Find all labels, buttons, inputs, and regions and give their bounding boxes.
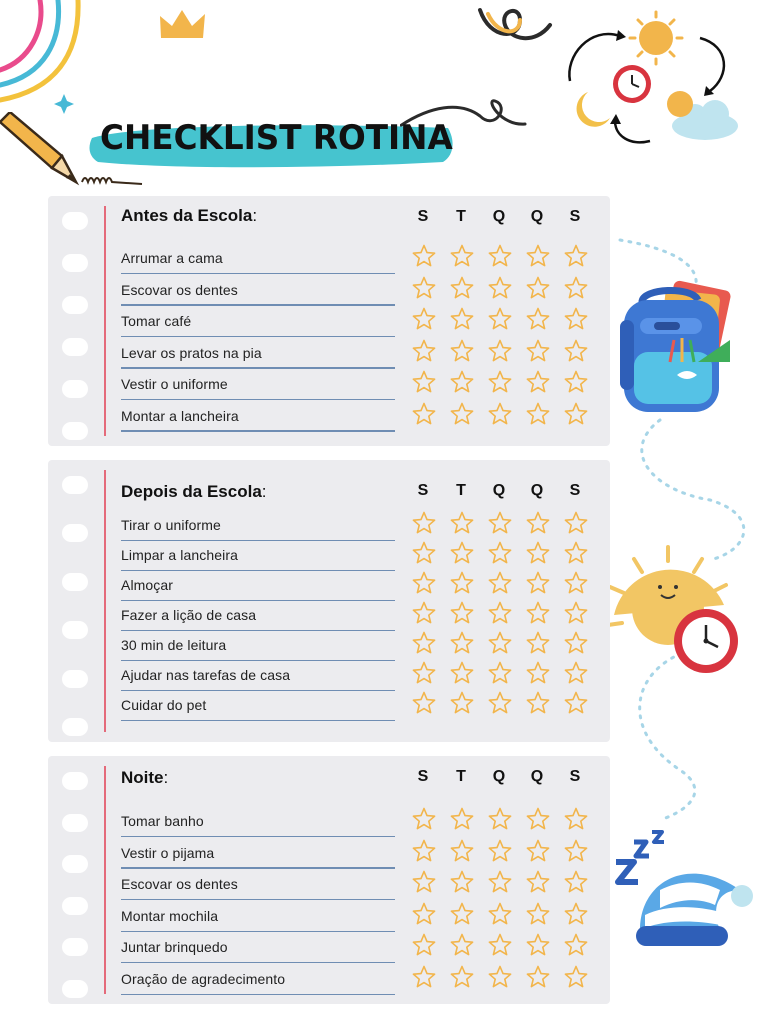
star-icon[interactable] — [487, 570, 513, 596]
checklist-row — [121, 932, 603, 963]
sparkle-icon — [54, 94, 74, 114]
star-icon[interactable] — [563, 570, 589, 596]
star-icon[interactable] — [411, 243, 437, 269]
task-label: Ajudar nas tarefas de casa — [121, 667, 291, 683]
checklist-row — [121, 838, 603, 869]
star-icon[interactable] — [487, 838, 513, 864]
star-icon[interactable] — [449, 275, 475, 301]
star-icon[interactable] — [449, 630, 475, 656]
checklist-row — [121, 600, 603, 631]
section-title-text: Depois da Escola — [121, 482, 262, 501]
star-icon[interactable] — [411, 838, 437, 864]
task-label: Vestir o pijama — [121, 844, 215, 861]
star-icon[interactable] — [563, 600, 589, 626]
checklist-row — [121, 540, 603, 571]
notebook-hole — [62, 980, 88, 998]
writing-line — [121, 430, 395, 431]
star-icon[interactable] — [525, 401, 551, 427]
task-label: Tomar café — [121, 313, 192, 329]
weekday-label: T — [456, 482, 466, 499]
star-icon[interactable] — [525, 901, 551, 927]
task-label: Almoçar — [121, 577, 174, 593]
clock-icon — [674, 609, 738, 673]
section-title-text: Antes da Escola — [121, 206, 253, 225]
star-icon[interactable] — [525, 806, 551, 832]
notebook-hole — [62, 476, 88, 494]
star-icon[interactable] — [563, 401, 589, 427]
checklist-row — [121, 690, 603, 721]
star-icon[interactable] — [411, 369, 437, 395]
star-icon[interactable] — [449, 369, 475, 395]
star-icon[interactable] — [525, 275, 551, 301]
scribble-icon — [470, 0, 560, 46]
weekday-label: Q — [530, 482, 544, 499]
section-title-colon: : — [252, 206, 258, 225]
star-icon[interactable] — [487, 338, 513, 364]
star-icon[interactable] — [487, 690, 513, 716]
star-icon[interactable] — [411, 401, 437, 427]
star-icon[interactable] — [563, 306, 589, 332]
notebook-hole — [62, 718, 88, 736]
task-label: Limpar a lancheira — [121, 547, 238, 563]
star-icon[interactable] — [525, 338, 551, 364]
star-icon[interactable] — [449, 964, 475, 990]
star-icon[interactable] — [487, 630, 513, 656]
star-icon[interactable] — [449, 600, 475, 626]
section-title-colon: : — [163, 768, 169, 787]
star-icon[interactable] — [449, 806, 475, 832]
star-icon[interactable] — [487, 243, 513, 269]
star-icon[interactable] — [525, 690, 551, 716]
star-icon[interactable] — [563, 869, 589, 895]
star-icon[interactable] — [487, 806, 513, 832]
notebook-holes — [58, 756, 88, 1004]
task-label: Arrumar a cama — [121, 250, 223, 266]
section-title — [121, 206, 257, 226]
star-icon[interactable] — [411, 806, 437, 832]
star-icon[interactable] — [525, 600, 551, 626]
star-icon[interactable] — [525, 243, 551, 269]
weekday-label: S — [417, 208, 429, 225]
checklist-row — [121, 660, 603, 691]
star-icon[interactable] — [449, 570, 475, 596]
star-icon[interactable] — [449, 690, 475, 716]
notebook-hole — [62, 254, 88, 272]
clock-icon — [613, 65, 651, 103]
checklist-row — [121, 570, 603, 601]
sun-clock-illustration — [606, 545, 756, 675]
star-icon[interactable] — [449, 901, 475, 927]
star-icon[interactable] — [525, 510, 551, 536]
moon-icon — [577, 92, 610, 127]
notebook-hole — [62, 296, 88, 314]
checklist-row — [121, 338, 603, 369]
star-icon[interactable] — [525, 932, 551, 958]
star-icon[interactable] — [411, 932, 437, 958]
star-icon[interactable] — [449, 243, 475, 269]
star-icon[interactable] — [563, 243, 589, 269]
sleep-cap-icon — [630, 850, 760, 950]
star-icon[interactable] — [563, 510, 589, 536]
star-icon[interactable] — [449, 838, 475, 864]
star-icon[interactable] — [563, 338, 589, 364]
star-icon[interactable] — [487, 901, 513, 927]
task-label: 30 min de leitura — [121, 637, 227, 653]
checklist-row — [121, 806, 603, 837]
section-title-text: Noite — [121, 768, 164, 787]
star-icon[interactable] — [411, 901, 437, 927]
star-icon[interactable] — [411, 570, 437, 596]
star-icon[interactable] — [525, 630, 551, 656]
star-icon[interactable] — [563, 275, 589, 301]
weekday-label: S — [569, 208, 581, 225]
star-icon[interactable] — [487, 369, 513, 395]
star-icon[interactable] — [525, 369, 551, 395]
star-icon[interactable] — [449, 338, 475, 364]
checklist-row — [121, 401, 603, 432]
section-title — [121, 768, 168, 788]
star-icon[interactable] — [487, 964, 513, 990]
notebook-hole — [62, 524, 88, 542]
weekday-label: Q — [530, 768, 544, 785]
checklist-row — [121, 243, 603, 274]
star-icon[interactable] — [411, 306, 437, 332]
weekday-header — [408, 208, 598, 230]
star-icon[interactable] — [449, 869, 475, 895]
star-icon[interactable] — [449, 540, 475, 566]
star-icon[interactable] — [563, 964, 589, 990]
weekday-label: S — [569, 482, 581, 499]
star-icon[interactable] — [487, 401, 513, 427]
margin-line — [104, 206, 106, 436]
task-label: Cuidar do pet — [121, 697, 207, 713]
margin-line — [104, 470, 106, 732]
star-icon[interactable] — [563, 540, 589, 566]
notebook-hole — [62, 621, 88, 639]
star-icon[interactable] — [563, 369, 589, 395]
star-icon[interactable] — [487, 869, 513, 895]
star-icon[interactable] — [563, 838, 589, 864]
star-icon[interactable] — [563, 660, 589, 686]
task-label: Vestir o uniforme — [121, 376, 228, 392]
star-icon[interactable] — [563, 690, 589, 716]
star-icon[interactable] — [487, 600, 513, 626]
star-icon[interactable] — [525, 540, 551, 566]
star-icon[interactable] — [487, 660, 513, 686]
checklist-card-2 — [48, 460, 610, 742]
notebook-hole — [62, 855, 88, 873]
writing-line — [121, 720, 395, 721]
notebook-hole — [62, 938, 88, 956]
weekday-header — [408, 482, 598, 504]
backpack-icon — [612, 280, 742, 420]
task-label: Fazer a lição de casa — [121, 607, 257, 623]
notebook-hole — [62, 772, 88, 790]
task-label: Montar mochila — [121, 907, 219, 924]
star-icon[interactable] — [563, 901, 589, 927]
star-icon[interactable] — [563, 932, 589, 958]
star-icon[interactable] — [525, 964, 551, 990]
checklist-card-3 — [48, 756, 610, 1004]
weekday-label: T — [456, 208, 466, 225]
task-label: Levar os pratos na pia — [121, 344, 262, 361]
checklist-row — [121, 275, 603, 306]
checklist-row — [121, 306, 603, 337]
task-label: Montar a lancheira — [121, 407, 239, 424]
section-title-colon: : — [261, 482, 267, 501]
checklist-row — [121, 510, 603, 541]
star-icon[interactable] — [449, 660, 475, 686]
writing-line — [121, 994, 395, 995]
weekday-label: S — [569, 768, 581, 785]
star-icon[interactable] — [411, 869, 437, 895]
notebook-hole — [62, 212, 88, 230]
star-icon[interactable] — [449, 401, 475, 427]
notebook-hole — [62, 814, 88, 832]
checklist-row — [121, 869, 603, 900]
task-label: Escovar os dentes — [121, 876, 238, 893]
star-icon[interactable] — [411, 964, 437, 990]
page-title-block — [88, 112, 458, 174]
star-icon[interactable] — [411, 600, 437, 626]
star-icon[interactable] — [411, 540, 437, 566]
star-icon[interactable] — [449, 932, 475, 958]
star-icon[interactable] — [525, 660, 551, 686]
task-label: Tirar o uniforme — [121, 517, 221, 533]
margin-line — [104, 766, 106, 994]
task-label: Escovar os dentes — [121, 281, 238, 298]
weekday-label: Q — [530, 208, 544, 225]
notebook-hole — [62, 573, 88, 591]
task-label: Juntar brinquedo — [121, 939, 228, 956]
sun-icon — [630, 12, 682, 64]
star-icon[interactable] — [449, 510, 475, 536]
star-icon[interactable] — [487, 275, 513, 301]
star-icon[interactable] — [525, 869, 551, 895]
star-icon[interactable] — [487, 510, 513, 536]
checklist-row — [121, 901, 603, 932]
star-icon[interactable] — [563, 630, 589, 656]
star-icon[interactable] — [411, 338, 437, 364]
star-icon[interactable] — [411, 690, 437, 716]
weekday-label: T — [456, 768, 466, 785]
page-title: CHECKLIST ROTINA — [100, 118, 453, 158]
notebook-holes — [58, 196, 88, 446]
weekday-label: Q — [492, 208, 506, 225]
weekday-label: Q — [492, 482, 506, 499]
star-icon[interactable] — [411, 660, 437, 686]
star-icon[interactable] — [525, 838, 551, 864]
checklist-row — [121, 369, 603, 400]
notebook-hole — [62, 422, 88, 440]
star-icon[interactable] — [411, 630, 437, 656]
star-icon[interactable] — [525, 306, 551, 332]
notebook-hole — [62, 338, 88, 356]
checklist-row — [121, 630, 603, 661]
star-icon[interactable] — [411, 510, 437, 536]
star-icon[interactable] — [563, 806, 589, 832]
task-label: Tomar banho — [121, 813, 204, 829]
star-icon[interactable] — [449, 306, 475, 332]
star-icon[interactable] — [411, 275, 437, 301]
star-icon[interactable] — [487, 306, 513, 332]
crown-icon — [158, 8, 208, 42]
weekday-label: S — [417, 482, 429, 499]
star-icon[interactable] — [525, 570, 551, 596]
notebook-holes — [58, 460, 88, 742]
weekday-header — [408, 768, 598, 790]
rainbow-swirl-decoration — [0, 0, 100, 110]
weekday-label: Q — [492, 768, 506, 785]
weekday-label: S — [417, 768, 429, 785]
star-icon[interactable] — [487, 932, 513, 958]
checklist-row — [121, 964, 603, 995]
task-label: Oração de agradecimento — [121, 971, 286, 987]
notebook-hole — [62, 670, 88, 688]
star-icon[interactable] — [487, 540, 513, 566]
section-title — [121, 482, 267, 502]
day-cycle-illustration — [560, 6, 750, 156]
notebook-hole — [62, 380, 88, 398]
notebook-hole — [62, 897, 88, 915]
checklist-card-1 — [48, 196, 610, 446]
